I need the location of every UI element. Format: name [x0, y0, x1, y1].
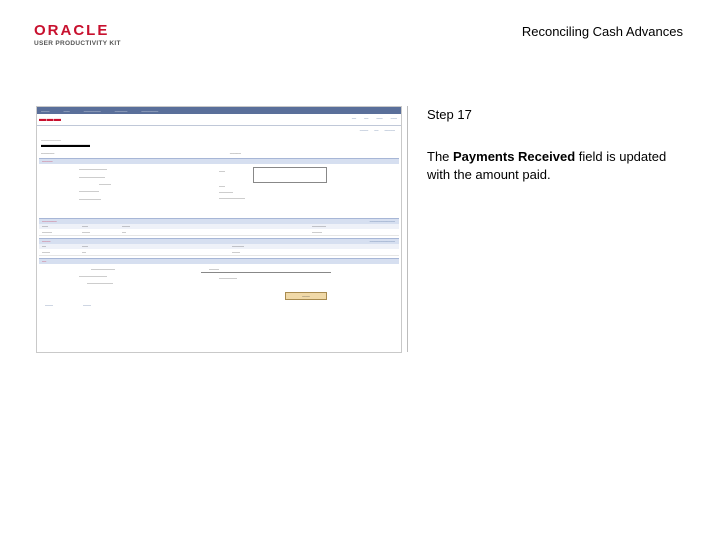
instruction-suffix: field is updated with the amount paid. [427, 149, 667, 182]
step-instruction [427, 148, 687, 184]
app-general-info-header: ‒‒‒‒‒ [39, 158, 399, 164]
app-update-button: ‒‒‒‒ [285, 292, 327, 300]
app-page-links: ‒‒‒‒ ‒‒ ‒‒‒‒‒ [359, 128, 395, 132]
app-oracle-logo: ▬▬▬ [39, 116, 62, 123]
oracle-logo-word: ORACLE [34, 22, 110, 39]
app-payments-header: ‒‒‒‒ ‒‒‒‒‒‒‒‒‒‒‒‒ [39, 238, 399, 244]
slide-title: Reconciling Cash Advances [521, 24, 683, 39]
app-brand-bar [37, 114, 401, 126]
app-payments-grid-header: ‒‒ ‒‒‒ ‒‒‒‒‒‒ [39, 244, 399, 249]
app-header-links: ‒‒ ‒‒ ‒‒‒ ‒‒‒ [351, 116, 397, 120]
app-expense-grid-header: ‒‒‒ ‒‒‒ ‒‒‒‒ ‒‒‒‒‒‒‒ [39, 224, 399, 229]
app-breadcrumb: ‒‒‒‒‒‒‒‒‒ [41, 137, 62, 142]
app-totals-header: ‒‒ [39, 258, 399, 264]
app-associated-expense-header: ‒‒‒‒‒‒‒ ‒‒‒‒‒‒‒‒‒‒‒‒ [39, 218, 399, 224]
app-expense-grid-row: ‒‒‒‒‒ ‒‒‒‒ ‒‒ ‒‒‒‒‒ [39, 229, 399, 236]
panel-divider [407, 106, 408, 352]
app-bottom-links: ‒‒‒‒ ‒‒‒‒ [45, 303, 91, 307]
app-page-title: ▬▬▬▬▬▬▬ [41, 142, 90, 149]
step-number: Step 17 [427, 107, 472, 122]
oracle-upk-logo [34, 23, 124, 47]
app-totals-section: ‒‒‒‒‒‒‒‒‒‒‒‒ ‒‒‒‒‒‒‒‒‒‒‒‒‒‒ ‒‒‒‒‒‒‒‒‒‒‒‒‒ ‒‒‒‒‒ ‒‒‒‒‒‒‒‒‒ ‒‒‒‒ [39, 264, 399, 300]
app-comment-box [253, 167, 327, 183]
instruction-field-name: Payments Received [453, 149, 576, 164]
app-payments-grid-row: ‒‒‒‒ ‒‒ ‒‒‒‒ [39, 249, 399, 256]
app-top-nav: ‒‒‒‒ ‒‒‒ ‒‒‒‒‒‒‒‒ ‒‒‒‒‒‒ ‒‒‒‒‒‒‒‒ [37, 107, 401, 114]
upk-logo-subtitle: USER PRODUCTIVITY KIT [34, 40, 121, 47]
app-general-info-form: ‒‒‒‒‒‒‒‒‒‒‒‒‒‒ ‒‒‒‒‒‒‒‒‒‒‒‒‒ ‒‒‒‒‒‒ ‒‒‒‒‒‒‒‒‒‒ ‒‒‒‒‒‒‒‒‒‒‒ ‒‒‒ ‒‒‒ ‒‒‒‒‒‒‒ ‒‒‒‒‒‒‒‒‒‒‒‒‒ [39, 164, 399, 216]
app-employee-row: ‒‒‒‒‒‒ ‒‒‒‒‒ [41, 150, 241, 155]
application-screenshot [36, 106, 402, 353]
instruction-prefix: The [427, 149, 454, 164]
